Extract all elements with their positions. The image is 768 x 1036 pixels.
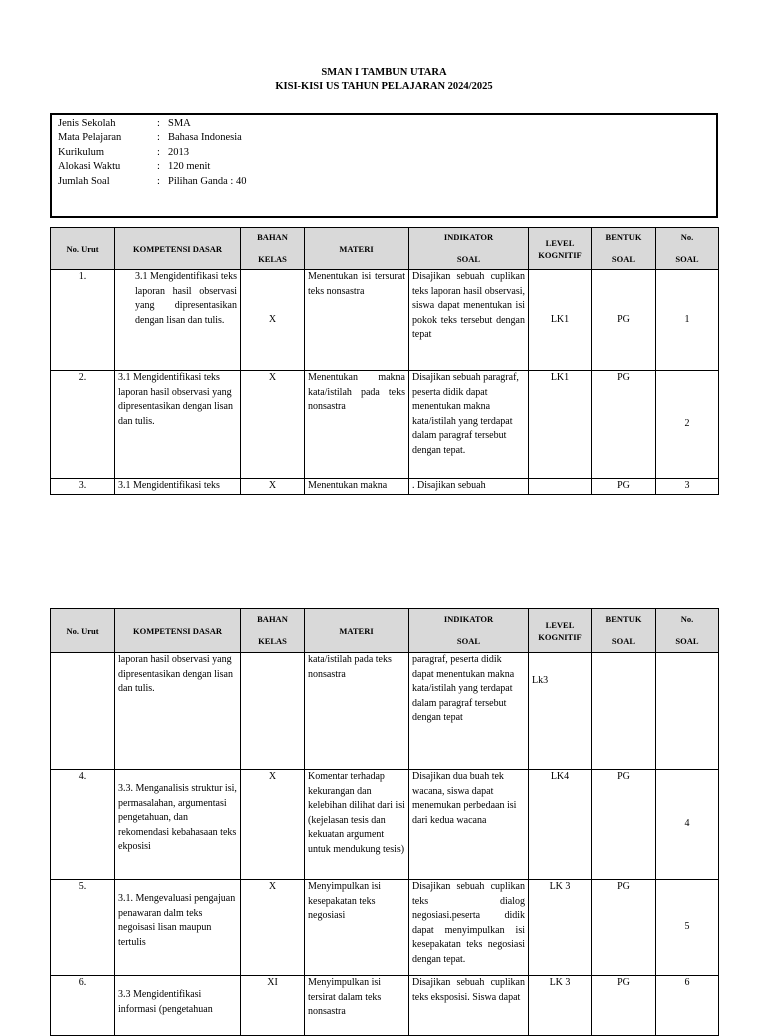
col-header-materi: MATERI (305, 609, 409, 653)
table-row (51, 270, 719, 371)
header-line: SOAL (675, 253, 699, 264)
cell-no-soal: 4 (656, 770, 719, 880)
cell-bentuk (592, 653, 656, 770)
cell-kelas: X (241, 770, 305, 880)
info-value: SMA (168, 118, 191, 129)
col-header-bentuk (592, 228, 656, 270)
col-header-indikator (409, 228, 529, 270)
col-header-no-urut: No. Urut (51, 228, 115, 270)
header-line: SOAL (456, 253, 481, 264)
kisi-table-page-2 (50, 608, 719, 1036)
kisi-table-page-1 (50, 227, 719, 495)
cell-no: 4. (51, 770, 115, 880)
header-line: BAHAN (257, 613, 288, 624)
cell-level: LK 3 (529, 976, 592, 1036)
info-label: Kurikulum (58, 147, 105, 158)
header-line: BENTUK (605, 231, 642, 242)
cell-level: Lk3 (529, 653, 592, 770)
cell-no: 6. (51, 976, 115, 1036)
info-colon: : (157, 118, 160, 129)
cell-kompetensi: 3.1 Mengidentifikasi teks laporan hasil observasi yang dipresentasikan dengan lisan dan tulis. (115, 371, 241, 479)
col-header-level: LEVEL KOGNITIF (529, 609, 592, 653)
col-header-no-soal (656, 228, 719, 270)
cell-bentuk: PG (592, 880, 656, 976)
cell-no-soal: 2 (656, 371, 719, 479)
info-colon: : (157, 161, 160, 172)
cell-bentuk: PG (592, 371, 656, 479)
cell-indikator: . Disajikan sebuah (409, 479, 529, 495)
cell-indikator: paragraf, peserta didik dapat menentukan makna kata/istilah yang terdapat dalam paragraf tersebut dengan tepat (409, 653, 529, 770)
header-line: SOAL (611, 253, 636, 264)
cell-no: 5. (51, 880, 115, 976)
document-title: KISI-KISI US TAHUN PELAJARAN 2024/2025 (275, 81, 493, 92)
table-row (51, 371, 719, 479)
cell-kompetensi: 3.1 Mengidentifikasi teks (115, 479, 241, 495)
cell-materi: Menyimpulkan isi kesepakatan teks negosiasi (305, 880, 409, 976)
cell-no: 2. (51, 371, 115, 479)
header-line: KELAS (258, 253, 287, 264)
cell-materi: Komentar terhadap kekurangan dan kelebihan dilihat dari isi (kejelasan tesis dan kekuatan argument untuk mendukung tesis) (305, 770, 409, 880)
identity-box (50, 113, 718, 218)
cell-indikator: Disajikan sebuah cuplikan teks eksposisi. Siswa dapat (409, 976, 529, 1036)
cell-materi: Menentukan makna kata/istilah pada teks nonsastra (305, 371, 409, 479)
school-name: SMAN I TAMBUN UTARA (321, 67, 447, 78)
cell-no-soal: 6 (656, 976, 719, 1036)
cell-kelas: X (241, 270, 305, 371)
table-row (51, 880, 719, 976)
col-header-level: LEVEL KOGNITIF (529, 228, 592, 270)
cell-bentuk: PG (592, 479, 656, 495)
info-label: Mata Pelajaran (58, 132, 122, 143)
cell-indikator: Disajikan sebuah paragraf, peserta didik dapat menentukan makna kata/istilah yang terdapat dalam paragraf tersebut dengan tepat. (409, 371, 529, 479)
header-line: INDIKATOR (443, 613, 494, 624)
header-line: SOAL (611, 635, 636, 646)
cell-level: LK1 (529, 371, 592, 479)
cell-no: 3. (51, 479, 115, 495)
cell-level: LK1 (529, 270, 592, 371)
header-line: SOAL (456, 635, 481, 646)
cell-no-soal (656, 653, 719, 770)
cell-materi: kata/istilah pada teks nonsastra (305, 653, 409, 770)
info-colon: : (157, 147, 160, 158)
cell-kompetensi: 3.1. Mengevaluasi pengajuan penawaran dalm teks negoisasi lisan maupun tertulis (115, 880, 241, 976)
cell-bentuk: PG (592, 270, 656, 371)
cell-kompetensi: 3.1 Mengidentifikasi teks laporan hasil observasi yang dipresentasikan dengan lisan dan tulis. (115, 270, 241, 371)
cell-kompetensi: 3.3. Menganalisis struktur isi, permasalahan, argumentasi pengetahuan, dan rekomendasi kebahasaan teks ekposisi (115, 770, 241, 880)
cell-no-soal: 1 (656, 270, 719, 371)
cell-kelas: X (241, 479, 305, 495)
cell-materi: Menentukan makna (305, 479, 409, 495)
cell-level: LK4 (529, 770, 592, 880)
cell-indikator: Disajikan dua buah tek wacana, siswa dapat menemukan perbedaan isi dari kedua wacana (409, 770, 529, 880)
col-header-indikator (409, 609, 529, 653)
cell-bentuk: PG (592, 770, 656, 880)
cell-level (529, 479, 592, 495)
info-label: Jumlah Soal (58, 176, 110, 187)
cell-no (51, 653, 115, 770)
cell-no-soal: 5 (656, 880, 719, 976)
cell-kompetensi: laporan hasil observasi yang dipresentasikan dengan lisan dan tulis. (115, 653, 241, 770)
info-colon: : (157, 176, 160, 187)
header-line: BAHAN (257, 231, 288, 242)
cell-level: LK 3 (529, 880, 592, 976)
cell-kelas: XI (241, 976, 305, 1036)
info-value: Bahasa Indonesia (168, 132, 242, 143)
col-header-materi: MATERI (305, 228, 409, 270)
table-row (51, 770, 719, 880)
header-line: INDIKATOR (443, 231, 494, 242)
col-header-no-soal (656, 609, 719, 653)
cell-materi: Menyimpulkan isi tersirat dalam teks nonsastra (305, 976, 409, 1036)
header-line: No. (680, 613, 694, 624)
info-value: 2013 (168, 147, 189, 158)
table-row (51, 976, 719, 1036)
col-header-no-urut: No. Urut (51, 609, 115, 653)
info-colon: : (157, 132, 160, 143)
table-header-row (51, 609, 719, 653)
col-header-bahan-kelas (241, 609, 305, 653)
header-line: No. (680, 231, 694, 242)
col-header-kompetensi: KOMPETENSI DASAR (115, 228, 241, 270)
header-line: KELAS (258, 635, 287, 646)
col-header-bentuk (592, 609, 656, 653)
cell-kelas: X (241, 371, 305, 479)
header-line: BENTUK (605, 613, 642, 624)
cell-indikator: Disajikan sebuah cuplikan teks dialog negosiasi.peserta didik dapat menyimpulkan isi kesepakatan teks negosiasi dengan tepat. (409, 880, 529, 976)
info-label: Alokasi Waktu (58, 161, 121, 172)
cell-kelas (241, 653, 305, 770)
cell-no-soal: 3 (656, 479, 719, 495)
header-line: SOAL (675, 635, 699, 646)
table-row (51, 653, 719, 770)
table-header-row (51, 228, 719, 270)
info-value: 120 menit (168, 161, 211, 172)
cell-kelas: X (241, 880, 305, 976)
col-header-kompetensi: KOMPETENSI DASAR (115, 609, 241, 653)
table-row (51, 479, 719, 495)
col-header-bahan-kelas (241, 228, 305, 270)
cell-bentuk: PG (592, 976, 656, 1036)
cell-materi: Menentukan isi tersurat teks nonsastra (305, 270, 409, 371)
cell-no: 1. (51, 270, 115, 371)
info-label: Jenis Sekolah (58, 118, 116, 129)
cell-kompetensi: 3.3 Mengidentifikasi informasi (pengetahuan (115, 976, 241, 1036)
cell-indikator: Disajikan sebuah cuplikan teks laporan hasil observasi, siswa dapat menentukan isi pokok teks tersebut dengan tepat (409, 270, 529, 371)
info-value: Pilihan Ganda : 40 (168, 176, 247, 187)
